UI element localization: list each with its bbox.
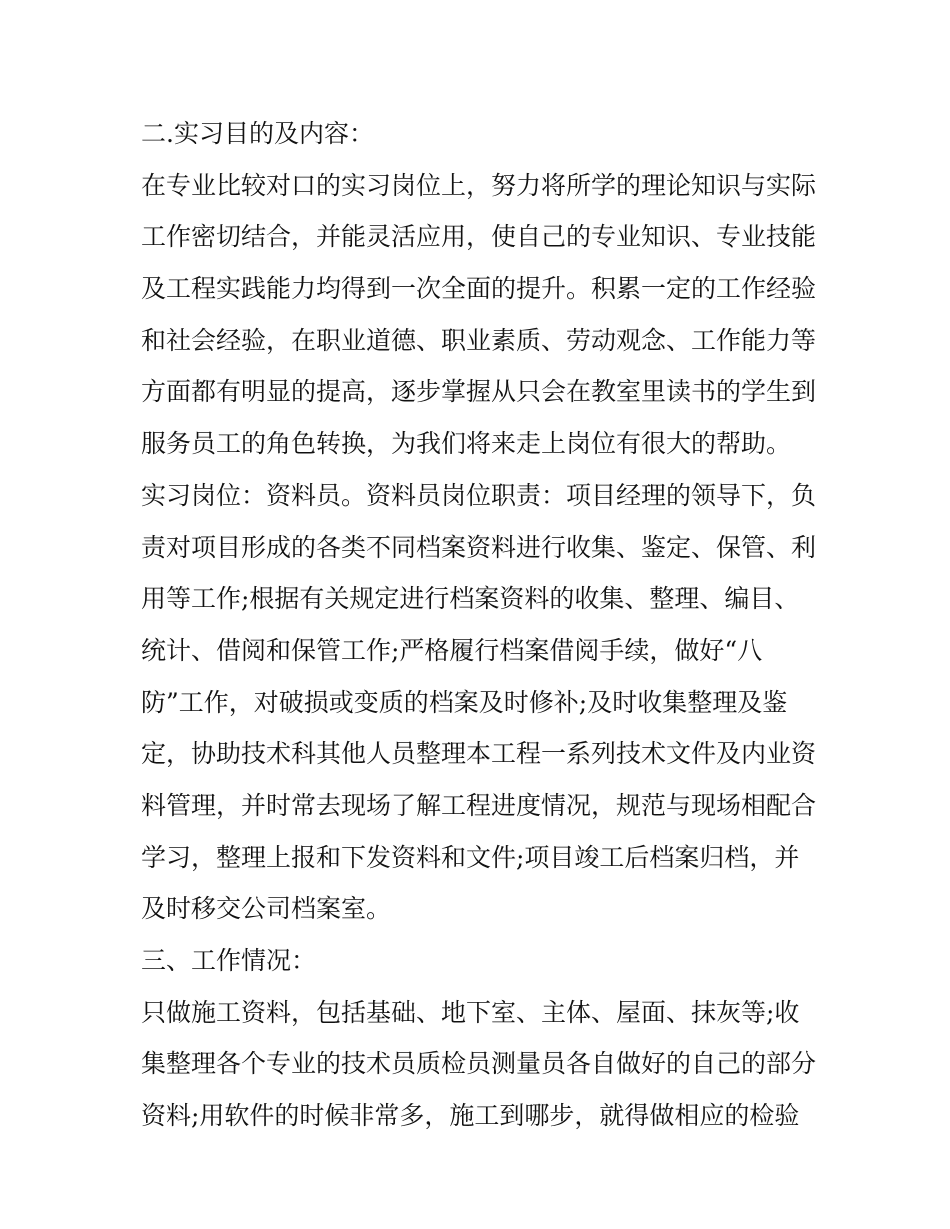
section-heading-work: 三、工作情况： <box>141 946 317 975</box>
paragraph-line: 料管理，并时常去现场了解工程进度情况，规范与现场相配合 <box>141 790 817 820</box>
paragraph-line: 用等工作;根据有关规定进行档案资料的收集、整理、编目、 <box>141 584 800 614</box>
paragraph-line: 防”工作，对破损或变质的档案及时修补;及时收集整理及鉴 <box>141 687 788 717</box>
paragraph-line: 学习，整理上报和下发资料和文件;项目竣工后档案归档，并 <box>141 842 800 872</box>
paragraph-line: 方面都有明显的提高，逐步掌握从只会在教室里读书的学生到 <box>141 377 817 407</box>
paragraph-line: 定，协助技术科其他人员整理本工程一系列技术文件及内业资 <box>141 739 817 769</box>
paragraph-line: 及工程实践能力均得到一次全面的提升。积累一定的工作经验 <box>141 274 817 304</box>
paragraph-line: 只做施工资料，包括基础、地下室、主体、屋面、抹灰等;收 <box>141 997 800 1027</box>
paragraph-line: 集整理各个专业的技术员质检员测量员各自做好的自己的部分 <box>141 1049 817 1079</box>
paragraph-line: 工作密切结合，并能灵活应用，使自己的专业知识、专业技能 <box>141 222 817 252</box>
paragraph-line: 在专业比较对口的实习岗位上，努力将所学的理论知识与实际 <box>141 170 817 200</box>
section-heading-purpose: 二.实习目的及内容： <box>141 119 374 148</box>
paragraph-line: 统计、借阅和保管工作;严格履行档案借阅手续，做好“八 <box>141 635 763 665</box>
paragraph-line: 责对项目形成的各类不同档案资料进行收集、鉴定、保管、利 <box>141 532 817 562</box>
paragraph-line: 实习岗位：资料员。资料员岗位职责：项目经理的领导下，负 <box>141 480 817 510</box>
paragraph-line: 资料;用软件的时候非常多，施工到哪步，就得做相应的检验 <box>141 1101 800 1131</box>
paragraph-line: 服务员工的角色转换，为我们将来走上岗位有很大的帮助。 <box>141 429 792 459</box>
document-body <box>141 108 821 1142</box>
paragraph-line: 和社会经验，在职业道德、职业素质、劳动观念、工作能力等 <box>141 325 817 355</box>
paragraph-line: 及时移交公司档案室。 <box>141 894 392 924</box>
